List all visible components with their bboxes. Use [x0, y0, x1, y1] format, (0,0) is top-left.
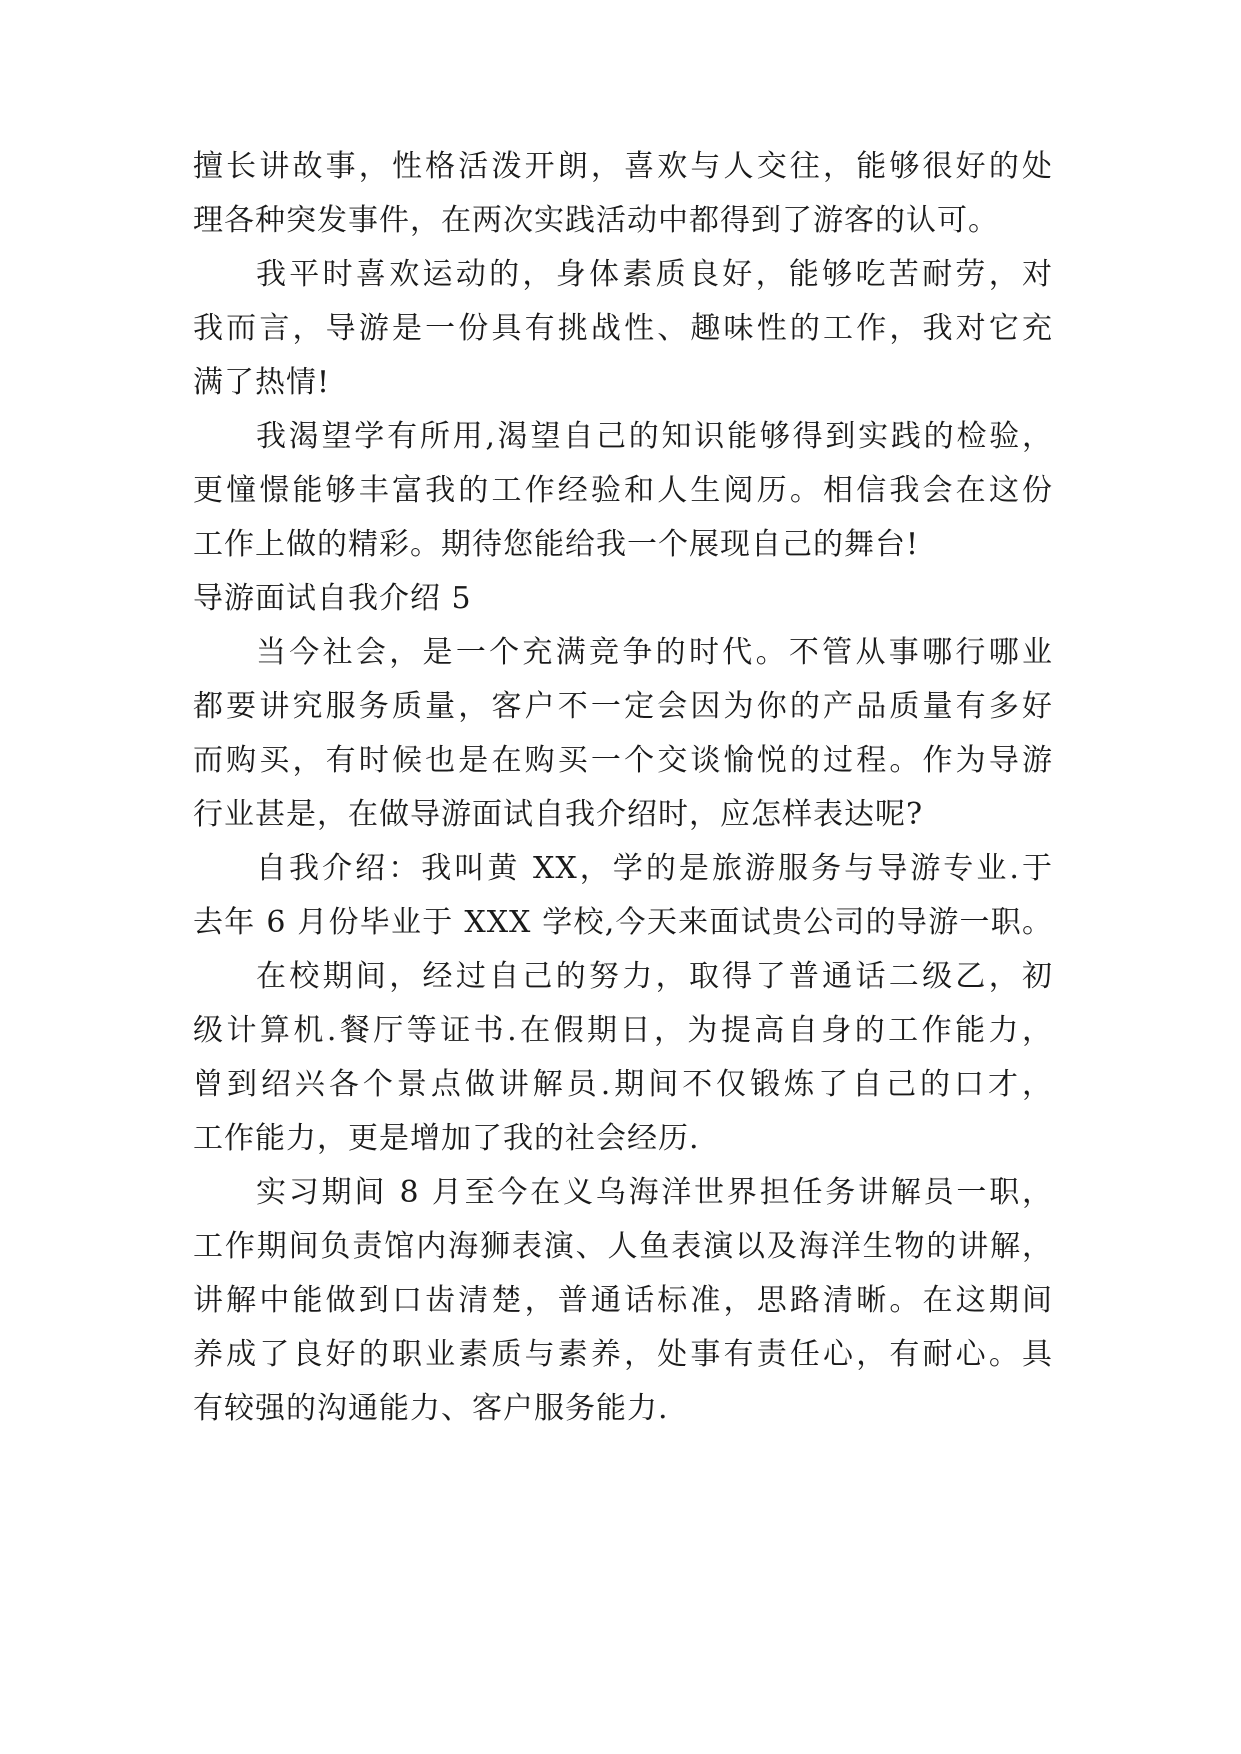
text-line: 理各种突发事件，在两次实践活动中都得到了游客的认可。 [193, 203, 999, 238]
text-line: 去年 6 月份毕业于 XXX 学校,今天来面试贵公司的导游一职。 [193, 905, 1053, 940]
text-line: 满了热情! [193, 365, 331, 400]
text-line: 都要讲究服务质量，客户不一定会因为你的产品质量有多好 [193, 689, 1053, 724]
text-line: 工作期间负责馆内海狮表演、人鱼表演以及海洋生物的讲解， [193, 1229, 1053, 1264]
text-line: 工作上做的精彩。期待您能给我一个展现自己的舞台! [193, 527, 920, 562]
text-line: 我而言，导游是一份具有挑战性、趣味性的工作，我对它充 [193, 311, 1053, 346]
text-line: 讲解中能做到口齿清楚，普通话标准，思路清晰。在这期间 [193, 1283, 1053, 1318]
text-line: 我平时喜欢运动的，身体素质良好，能够吃苦耐劳，对 [256, 257, 1053, 292]
text-line: 我渴望学有所用,渴望自己的知识能够得到实践的检验， [256, 419, 1053, 454]
text-line: 在校期间，经过自己的努力，取得了普通话二级乙，初 [256, 959, 1053, 994]
text-line: 有较强的沟通能力、客户服务能力. [193, 1391, 669, 1426]
text-line: 而购买，有时候也是在购买一个交谈愉悦的过程。作为导游 [193, 743, 1053, 778]
text-line: 实习期间 8 月至今在义乌海洋世界担任务讲解员一职， [256, 1175, 1053, 1210]
text-line: 曾到绍兴各个景点做讲解员.期间不仅锻炼了自己的口才， [193, 1067, 1053, 1102]
text-line: 擅长讲故事，性格活泼开朗，喜欢与人交往，能够很好的处 [193, 149, 1053, 184]
text-line: 养成了良好的职业素质与素养，处事有责任心，有耐心。具 [193, 1337, 1053, 1372]
section-heading: 导游面试自我介绍 5 [193, 581, 472, 616]
text-line: 更憧憬能够丰富我的工作经验和人生阅历。相信我会在这份 [193, 473, 1053, 508]
text-line: 行业甚是，在做导游面试自我介绍时，应怎样表达呢? [193, 797, 924, 832]
text-line: 工作能力，更是增加了我的社会经历. [193, 1121, 700, 1156]
text-line: 级计算机.餐厅等证书.在假期日，为提高自身的工作能力， [193, 1013, 1053, 1048]
text-line: 当今社会，是一个充满竞争的时代。不管从事哪行哪业 [256, 635, 1053, 670]
text-line: 自我介绍：我叫黄 XX，学的是旅游服务与导游专业.于 [256, 851, 1053, 886]
